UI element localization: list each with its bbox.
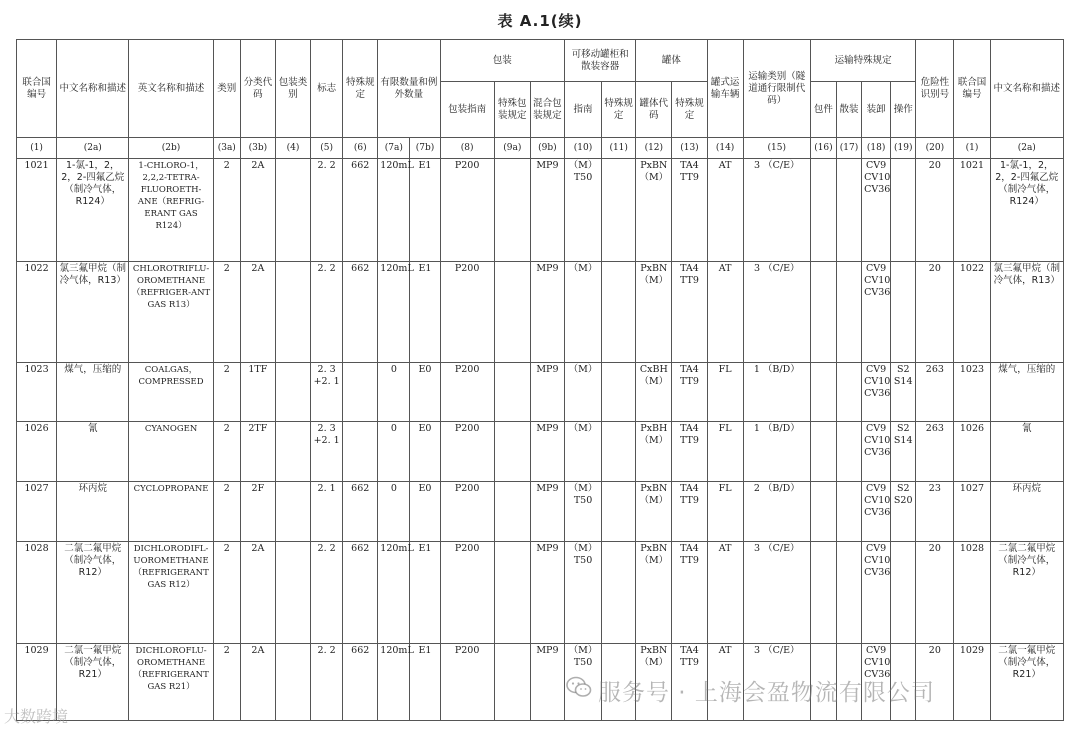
header-limited-qty: 有限数量和例外数量 (378, 40, 440, 138)
mixed-packing-cell: MP9 (530, 643, 564, 720)
name-cn-cell: 环丙烷 (57, 482, 129, 542)
column-number: (7a) (378, 138, 410, 159)
pt-instruction-cell: （M） T50 (564, 482, 601, 542)
operation-cell: S2 S20 (891, 482, 916, 542)
tank-code-cell: PxBN （M） (636, 542, 672, 643)
tank-code-cell: PxBH （M） (636, 422, 672, 482)
class-code-cell: 2TF (240, 422, 275, 482)
header-tank-special: 特殊规定 (672, 82, 707, 138)
loading-cell: CV9 CV10 CV36 (862, 542, 891, 643)
header-tank-code: 罐体代码 (636, 82, 672, 138)
hazard-id-cell: 263 (916, 422, 954, 482)
vehicle-cell: AT (707, 542, 743, 643)
name-en-cell: 1-CHLORO-1，2,2,2-TETRA-FLUOROETH-ANE（REFRIG-ERANT GAS R124） (129, 159, 213, 261)
column-number: (3b) (240, 138, 275, 159)
column-number-row (17, 138, 1064, 159)
column-number: (7b) (410, 138, 440, 159)
name-cn-2-cell: 氯三氟甲烷（制冷气体，R13） (990, 261, 1063, 362)
tank-special-cell: TA4 TT9 (672, 643, 707, 720)
transport-category-cell: 3 （C/E） (743, 159, 810, 261)
header-class: 类别 (213, 40, 240, 138)
packing-group-cell (275, 362, 310, 421)
packing-instruction-cell: P200 (440, 362, 494, 421)
name-en-cell: COALGAS，COMPRESSED (129, 362, 213, 421)
un-no-2-cell: 1023 (954, 362, 990, 421)
class-cell: 2 (213, 482, 240, 542)
special-provision-cell: 662 (343, 261, 378, 362)
name-cn-cell: 1-氯-1，2，2，2-四氟乙烷（制冷气体，R124） (57, 159, 129, 261)
operation-cell (891, 261, 916, 362)
table-row (17, 422, 1064, 482)
special-provision-cell: 662 (343, 643, 378, 720)
wechat-icon (566, 676, 592, 698)
hazard-id-cell: 20 (916, 643, 954, 720)
mixed-packing-cell: MP9 (530, 542, 564, 643)
pt-instruction-cell: （M） (564, 422, 601, 482)
packing-instruction-cell: P200 (440, 261, 494, 362)
pt-instruction-cell: （M） T50 (564, 643, 601, 720)
pt-special-cell (602, 422, 636, 482)
watermark-text: 服务号 · 上海会盈物流有限公司 (598, 680, 935, 706)
un-no-2-cell: 1021 (954, 159, 990, 261)
operation-cell (891, 159, 916, 261)
un-no-cell: 1029 (17, 643, 57, 720)
column-number: (15) (743, 138, 810, 159)
name-cn-cell: 二氯二氟甲烷（制冷气体，R12） (57, 542, 129, 643)
class-code-cell: 2A (240, 542, 275, 643)
tank-special-cell: TA4 TT9 (672, 542, 707, 643)
class-cell: 2 (213, 542, 240, 643)
special-packing-cell (494, 159, 530, 261)
class-cell: 2 (213, 261, 240, 362)
bulk-cell (836, 422, 861, 482)
label-cell: 2. 3 +2. 1 (311, 422, 343, 482)
tank-code-cell: CxBH （M） (636, 362, 672, 421)
column-number: (4) (275, 138, 310, 159)
column-number: (1) (17, 138, 57, 159)
column-number: (19) (891, 138, 916, 159)
special-packing-cell (494, 542, 530, 643)
column-number: (10) (564, 138, 601, 159)
excepted-qty-cell: E0 (410, 422, 440, 482)
table-body (17, 159, 1064, 721)
name-en-cell: CHLOROTRIFLU-OROMETHANE（REFRIGER-ANT GAS R13） (129, 261, 213, 362)
column-number: (16) (810, 138, 836, 159)
column-number: (11) (602, 138, 636, 159)
label-cell: 2. 2 (311, 542, 343, 643)
mixed-packing-cell: MP9 (530, 362, 564, 421)
un-no-2-cell: 1029 (954, 643, 990, 720)
bulk-cell (836, 542, 861, 643)
pt-special-cell (602, 261, 636, 362)
packing-group-cell (275, 482, 310, 542)
class-cell: 2 (213, 159, 240, 261)
pt-special-cell (602, 159, 636, 261)
un-no-cell: 1028 (17, 542, 57, 643)
mixed-packing-cell: MP9 (530, 422, 564, 482)
hazard-id-cell: 20 (916, 159, 954, 261)
label-cell: 2. 3 +2. 1 (311, 362, 343, 421)
column-number: (20) (916, 138, 954, 159)
excepted-qty-cell: E1 (410, 159, 440, 261)
tank-code-cell: PxBN （M） (636, 482, 672, 542)
bulk-cell (836, 362, 861, 421)
header-packing-group: 包装类别 (275, 40, 310, 138)
loading-cell: CV9 CV10 CV36 (862, 643, 891, 720)
pt-instruction-cell: （M） T50 (564, 542, 601, 643)
vehicle-cell: FL (707, 482, 743, 542)
header-operation: 操作 (891, 82, 916, 138)
column-number: (1) (954, 138, 990, 159)
vehicle-cell: AT (707, 261, 743, 362)
header-pt-special: 特殊规定 (602, 82, 636, 138)
header-tank: 罐体 (636, 40, 707, 82)
header-transport-category: 运输类别（隧道通行限制代码） (743, 40, 810, 138)
header-name-en: 英文名称和描述 (129, 40, 213, 138)
packages-cell (810, 261, 836, 362)
bulk-cell (836, 261, 861, 362)
un-no-2-cell: 1026 (954, 422, 990, 482)
name-cn-2-cell: 氰 (990, 422, 1063, 482)
pt-special-cell (602, 542, 636, 643)
packing-group-cell (275, 643, 310, 720)
packages-cell (810, 542, 836, 643)
un-no-2-cell: 1027 (954, 482, 990, 542)
special-provision-cell: 662 (343, 482, 378, 542)
mixed-packing-cell: MP9 (530, 159, 564, 261)
column-number: (14) (707, 138, 743, 159)
name-cn-2-cell: 环丙烷 (990, 482, 1063, 542)
hazard-id-cell: 20 (916, 261, 954, 362)
loading-cell: CV9 CV10 CV36 (862, 159, 891, 261)
column-number: (9a) (494, 138, 530, 159)
tank-special-cell: TA4 TT9 (672, 422, 707, 482)
class-cell: 2 (213, 422, 240, 482)
transport-category-cell: 3 （C/E） (743, 261, 810, 362)
vehicle-cell: FL (707, 362, 743, 421)
tank-special-cell: TA4 TT9 (672, 482, 707, 542)
header-un-no: 联合国编号 (17, 40, 57, 138)
hazard-id-cell: 263 (916, 362, 954, 421)
limited-qty-cell: 120mL (378, 261, 410, 362)
hazard-id-cell: 20 (916, 542, 954, 643)
packing-instruction-cell: P200 (440, 159, 494, 261)
special-packing-cell (494, 362, 530, 421)
un-no-2-cell: 1028 (954, 542, 990, 643)
packages-cell (810, 159, 836, 261)
un-no-cell: 1027 (17, 482, 57, 542)
name-cn-2-cell: 二氯一氟甲烷（制冷气体，R21） (990, 643, 1063, 720)
limited-qty-cell: 120mL (378, 542, 410, 643)
operation-cell: S2 S14 (891, 362, 916, 421)
limited-qty-cell: 0 (378, 422, 410, 482)
tank-special-cell: TA4 TT9 (672, 159, 707, 261)
packing-instruction-cell: P200 (440, 643, 494, 720)
table-header (17, 40, 1064, 159)
tank-special-cell: TA4 TT9 (672, 362, 707, 421)
vehicle-cell: AT (707, 643, 743, 720)
column-number: (6) (343, 138, 378, 159)
packages-cell (810, 422, 836, 482)
header-loading: 装卸 (862, 82, 891, 138)
name-cn-cell: 二氯一氟甲烷（制冷气体，R21） (57, 643, 129, 720)
column-number: (2b) (129, 138, 213, 159)
header-vehicle: 罐式运输车辆 (707, 40, 743, 138)
packing-group-cell (275, 422, 310, 482)
table-row (17, 542, 1064, 643)
limited-qty-cell: 0 (378, 362, 410, 421)
label-cell: 2. 2 (311, 643, 343, 720)
header-class-code: 分类代码 (240, 40, 275, 138)
name-cn-cell: 氯三氟甲烷（制冷气体，R13） (57, 261, 129, 362)
loading-cell: CV9 CV10 CV36 (862, 422, 891, 482)
name-cn-cell: 煤气，压缩的 (57, 362, 129, 421)
bulk-cell (836, 482, 861, 542)
name-en-cell: CYANOGEN (129, 422, 213, 482)
column-number: (17) (836, 138, 861, 159)
class-code-cell: 1TF (240, 362, 275, 421)
name-cn-2-cell: 二氯二氟甲烷（制冷气体，R12） (990, 542, 1063, 643)
packages-cell (810, 362, 836, 421)
bulk-cell (836, 159, 861, 261)
transport-category-cell: 1 （B/D） (743, 422, 810, 482)
transport-category-cell: 3 （C/E） (743, 643, 810, 720)
header-hazard-id: 危险性识别号 (916, 40, 954, 138)
special-packing-cell (494, 261, 530, 362)
name-en-cell: DICHLOROFLU-OROMETHANE（REFRIGERANT GAS R21） (129, 643, 213, 720)
special-packing-cell (494, 422, 530, 482)
un-no-cell: 1026 (17, 422, 57, 482)
header-transport-special: 运输特殊规定 (810, 40, 915, 82)
operation-cell: S2 S14 (891, 422, 916, 482)
vehicle-cell: FL (707, 422, 743, 482)
packages-cell (810, 482, 836, 542)
header-special-provisions: 特殊规定 (343, 40, 378, 138)
header-mixed-packing: 混合包装规定 (530, 82, 564, 138)
un-no-cell: 1023 (17, 362, 57, 421)
header-name-cn-2: 中文名称和描述 (990, 40, 1063, 138)
hazard-id-cell: 23 (916, 482, 954, 542)
header-portable-tanks: 可移动罐柜和散装容器 (564, 40, 635, 82)
class-cell: 2 (213, 643, 240, 720)
column-number: (8) (440, 138, 494, 159)
excepted-qty-cell: E0 (410, 482, 440, 542)
label-cell: 2. 2 (311, 261, 343, 362)
table-row (17, 159, 1064, 261)
pt-instruction-cell: （M） T50 (564, 159, 601, 261)
un-no-2-cell: 1022 (954, 261, 990, 362)
packing-group-cell (275, 542, 310, 643)
special-provision-cell (343, 422, 378, 482)
loading-cell: CV9 CV10 CV36 (862, 482, 891, 542)
column-number: (9b) (530, 138, 564, 159)
excepted-qty-cell: E1 (410, 261, 440, 362)
transport-category-cell: 3 （C/E） (743, 542, 810, 643)
limited-qty-cell: 120mL (378, 159, 410, 261)
tank-special-cell: TA4 TT9 (672, 261, 707, 362)
packing-group-cell (275, 159, 310, 261)
special-provision-cell (343, 362, 378, 421)
header-pt-instructions: 指南 (564, 82, 601, 138)
column-number: (3a) (213, 138, 240, 159)
name-cn-2-cell: 煤气，压缩的 (990, 362, 1063, 421)
limited-qty-cell: 0 (378, 482, 410, 542)
transport-category-cell: 1 （B/D） (743, 362, 810, 421)
header-packing-instructions: 包装指南 (440, 82, 494, 138)
label-cell: 2. 1 (311, 482, 343, 542)
pt-special-cell (602, 362, 636, 421)
special-provision-cell: 662 (343, 542, 378, 643)
special-packing-cell (494, 643, 530, 720)
special-packing-cell (494, 482, 530, 542)
packing-group-cell (275, 261, 310, 362)
table-title: 表 A.1(续) (497, 12, 583, 30)
pt-instruction-cell: （M） (564, 261, 601, 362)
mixed-packing-cell: MP9 (530, 261, 564, 362)
column-number: (13) (672, 138, 707, 159)
limited-qty-cell: 120mL (378, 643, 410, 720)
un-no-cell: 1022 (17, 261, 57, 362)
tank-code-cell: PxBN （M） (636, 159, 672, 261)
packing-instruction-cell: P200 (440, 542, 494, 643)
name-en-cell: CYCLOPROPANE (129, 482, 213, 542)
column-number: (2a) (57, 138, 129, 159)
packing-instruction-cell: P200 (440, 422, 494, 482)
operation-cell (891, 542, 916, 643)
class-cell: 2 (213, 362, 240, 421)
class-code-cell: 2A (240, 643, 275, 720)
name-cn-2-cell: 1-氯-1，2，2，2-四氟乙烷（制冷气体，R124） (990, 159, 1063, 261)
loading-cell: CV9 CV10 CV36 (862, 362, 891, 421)
name-en-cell: DICHLORODIFL-UOROMETHANE（REFRIGERANT GAS R12） (129, 542, 213, 643)
excepted-qty-cell: E0 (410, 362, 440, 421)
name-cn-cell: 氰 (57, 422, 129, 482)
tank-code-cell: PxBN （M） (636, 643, 672, 720)
excepted-qty-cell: E1 (410, 643, 440, 720)
column-number: (2a) (990, 138, 1063, 159)
loading-cell: CV9 CV10 CV36 (862, 261, 891, 362)
pt-special-cell (602, 482, 636, 542)
table-row (17, 482, 1064, 542)
watermark-left: 大数跨境 (4, 707, 69, 726)
header-name-cn: 中文名称和描述 (57, 40, 129, 138)
column-number: (18) (862, 138, 891, 159)
label-cell: 2. 2 (311, 159, 343, 261)
special-provision-cell: 662 (343, 159, 378, 261)
transport-category-cell: 2 （B/D） (743, 482, 810, 542)
tank-code-cell: PxBN （M） (636, 261, 672, 362)
mixed-packing-cell: MP9 (530, 482, 564, 542)
vehicle-cell: AT (707, 159, 743, 261)
pt-instruction-cell: （M） (564, 362, 601, 421)
class-code-cell: 2F (240, 482, 275, 542)
header-packaging: 包装 (440, 40, 564, 82)
un-no-cell: 1021 (17, 159, 57, 261)
class-code-cell: 2A (240, 159, 275, 261)
header-labels: 标志 (311, 40, 343, 138)
packing-instruction-cell: P200 (440, 482, 494, 542)
header-un-no-2: 联合国编号 (954, 40, 990, 138)
excepted-qty-cell: E1 (410, 542, 440, 643)
column-number: (12) (636, 138, 672, 159)
header-bulk: 散装 (836, 82, 861, 138)
header-packages: 包件 (810, 82, 836, 138)
table-row (17, 362, 1064, 421)
table-row (17, 261, 1064, 362)
column-number: (5) (311, 138, 343, 159)
class-code-cell: 2A (240, 261, 275, 362)
header-special-packing: 特殊包装规定 (494, 82, 530, 138)
dangerous-goods-table (16, 39, 1064, 721)
